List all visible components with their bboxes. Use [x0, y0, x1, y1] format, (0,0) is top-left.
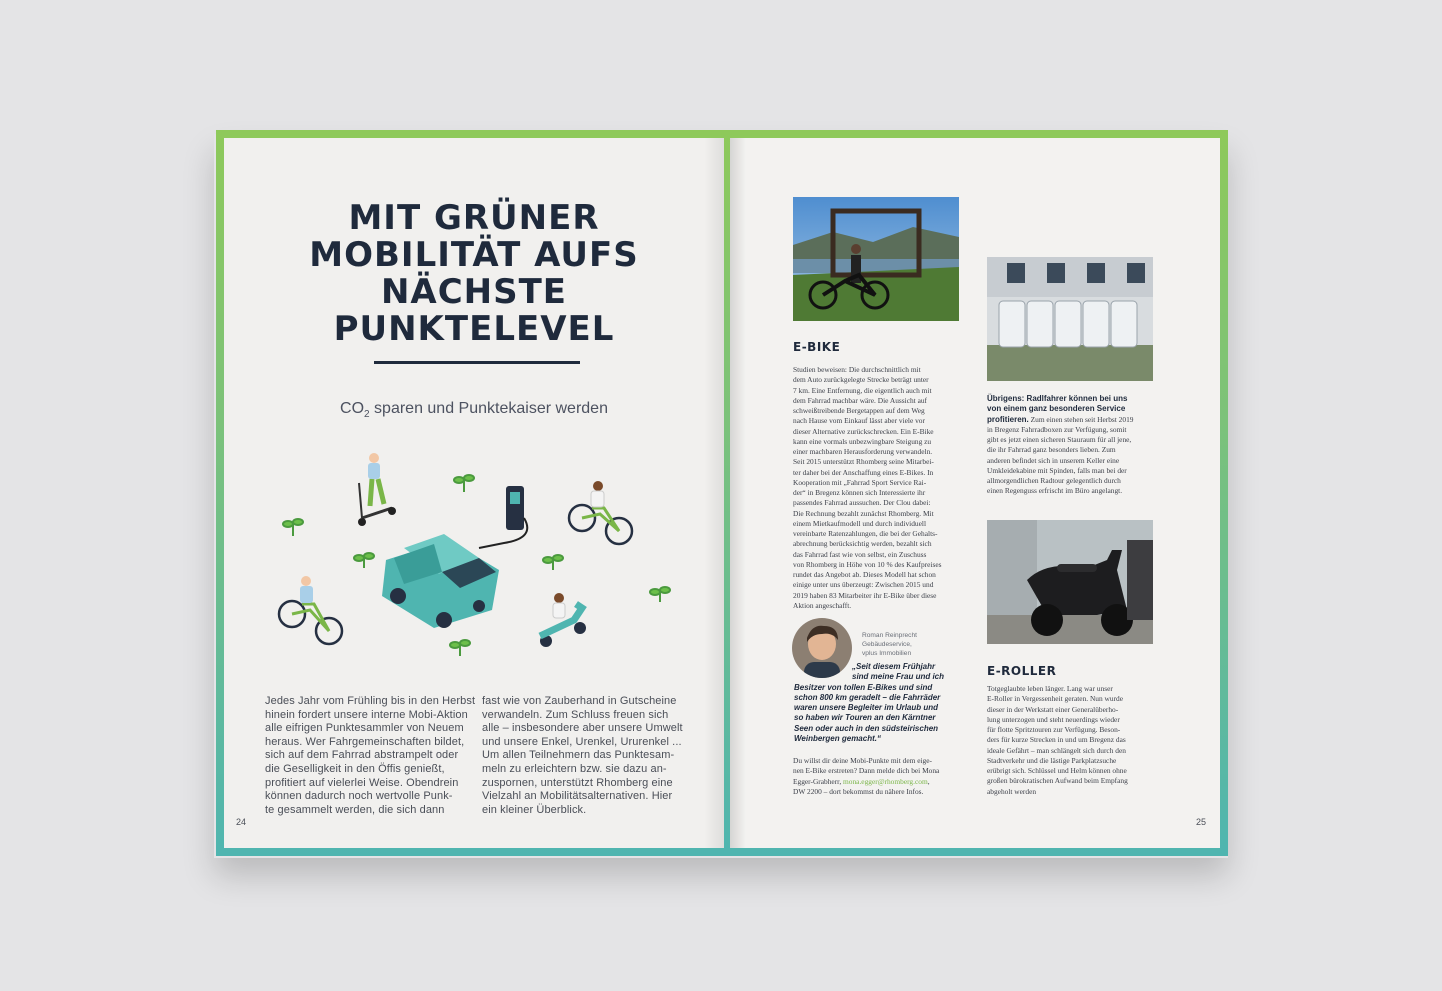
text-line: Studien beweisen: Die durchschnittlich mit: [793, 365, 921, 374]
body-line: fast wie von Zauberhand in Gutscheine: [482, 695, 677, 707]
body-line: meln zu erleichtern bzw. sie dazu an-: [482, 762, 667, 775]
headline-rule: [374, 361, 580, 364]
body-line: Jedes Jahr vom Frühling bis in den Herbst: [265, 695, 476, 707]
moped-rider-icon: [540, 593, 586, 647]
text-line: E-Roller in Vergessenheit geraten. Nun wurde: [987, 694, 1124, 704]
text-line: einem Mietkaufmodell und durch individuell: [793, 518, 927, 528]
text-line: Kooperation mit „Fahrrad Sport Service Rai-: [793, 477, 927, 487]
person-name: Roman Reinprecht: [862, 632, 917, 639]
text-line: dieser in der Werkstatt einer Generalüberho-: [987, 704, 1119, 714]
quote-line: schon 800 km geradelt – die Fahrräder: [794, 692, 941, 702]
headline-line: NÄCHSTE: [380, 272, 568, 312]
body-line: profitiert auf vielerlei Weise. Obendrein: [265, 776, 459, 789]
subtitle-rest: sparen und Punktekaiser werden: [369, 400, 608, 417]
quote-line: Besitzer von tollen E-Bikes und sind: [794, 682, 933, 692]
subtitle: [264, 400, 684, 420]
mobility-illustration: [274, 448, 674, 698]
text-line: Umkleidekabine mit Spinden, falls man bei der: [987, 465, 1127, 475]
text-line: einer machbaren Herausforderung verwandeln.: [793, 447, 933, 456]
service-text: [987, 394, 1133, 497]
text-line: in Bregenz Fahrradboxen zur Verfügung, somit: [987, 424, 1127, 434]
quote-line: Weinbergen gemacht.“: [794, 734, 881, 744]
contact-email-link[interactable]: mona.egger@rhomberg.com: [843, 776, 928, 786]
text-line: die ihr Fahrrad ganz besonders lieben. Zum: [987, 445, 1116, 455]
bold-text: Übrigens: Radlfahrer können bei uns: [987, 394, 1128, 403]
body-line: te gesammelt werden, die sich dann: [265, 803, 445, 816]
subtitle-co: CO: [340, 400, 365, 417]
text-line: abrechnung berücksichtig werden, bezahlt sich: [793, 539, 932, 549]
left-page: [224, 138, 724, 848]
ebike-heading: E-BIKE: [793, 340, 841, 354]
gutter-shade: [704, 138, 724, 848]
magazine-spread: [216, 130, 1228, 856]
person-caption: [862, 631, 917, 658]
body-line: können dadurch noch wertvolle Punk-: [265, 790, 453, 803]
page-number-left: 24: [236, 817, 247, 827]
text-line: [793, 777, 939, 787]
text-line: Du willst dir deine Mobi-Punkte mit dem eige-: [793, 756, 932, 765]
text-line: großen bürokratischen Aufwand beim Empfang: [987, 776, 1128, 786]
quote-line: sind meine Frau und ich: [852, 672, 945, 682]
text-line: anderen befindet sich in unserem Keller eine: [987, 455, 1120, 465]
headline: [264, 200, 684, 348]
person-role: vplus Immobilien: [862, 650, 912, 657]
bike-boxes-photo: [987, 257, 1153, 381]
contact-text: [793, 756, 939, 797]
text-line: abgeholt werden: [987, 786, 1037, 796]
text-line: 7 km. Eine Entfernung, die eigentlich auch mit: [793, 385, 932, 395]
text-line: Totgeglaubte leben länger. Lang war unser: [987, 684, 1113, 693]
page-number-right: 25: [1196, 817, 1207, 827]
body-line: sich auf dem Fahrrad abstrampelt oder: [265, 749, 459, 762]
text-line: Die Rechnung bezahlt zunächst Rhomberg. Mit: [793, 508, 934, 518]
text-line: dieser Alternative zurückschrecken. Ein E-Bike: [793, 426, 934, 436]
text-line: Seit 2015 unterstützt Rhomberg seine Mitarbei-: [793, 457, 934, 467]
eroller-heading: E-ROLLER: [987, 664, 1057, 678]
text-line: nach Hause vom Einkauf lässt aber viele vor: [793, 416, 925, 426]
text-line: der“ in Bregenz können sich Interessierte ihr: [793, 488, 926, 497]
text-line: dem Auto zurückgelegte Strecke beträgt unter: [793, 375, 929, 385]
body-line: verwandeln. Zum Schluss freuen sich: [482, 708, 669, 721]
subtitle-subscript: 2: [364, 409, 370, 421]
person-role: Gebäudeservice,: [862, 641, 912, 648]
eroller-text: [987, 684, 1128, 797]
text-line: ders für kurze Strecken in und um Bregenz das: [987, 735, 1126, 745]
cyclist-icon: [279, 576, 342, 644]
body-line: Um allen Teilnehmern das Punktesam-: [482, 749, 675, 762]
body-line: alle eifrigen Punktesammler von Neuem: [265, 722, 464, 735]
bold-text: von einem ganz besonderen Service: [987, 404, 1126, 414]
intro-column-2: [482, 695, 688, 817]
sprout-icon: [650, 587, 670, 602]
text-line: nen E-Bike erstreten? Dann melde dich bei Mona: [793, 766, 940, 776]
testimonial-quote: [794, 662, 944, 744]
quote-line: „Seit diesem Frühjahr: [852, 662, 936, 671]
intro-column-1: [265, 695, 476, 817]
body-line: ein kleiner Überblick.: [482, 803, 587, 816]
e-scooter-photo: [987, 520, 1153, 644]
body-line: zuspornen, unterstützt Rhomberg eine: [482, 776, 673, 789]
text-line: für flotte Spritztouren zur Verfügung. Beson-: [987, 725, 1121, 734]
text-line: einige unter uns überzeugt: Zwischen 2015 und: [793, 580, 934, 590]
text-fragment: Egger-Grabherr,: [793, 776, 844, 786]
text-line: dem Fahrrad machbar wäre. Die Aussicht auf: [793, 395, 928, 405]
e-scooter-rider-icon: [358, 453, 396, 526]
text-line: 2019 haben 83 Mitarbeiter ihr E-Bike über diese: [793, 590, 937, 600]
text-line: das Fahrrad fast wie von selbst, ein Zuschuss: [793, 549, 927, 559]
bold-text: profitieren.: [987, 414, 1029, 424]
quote-line: waren unsere Begleiter im Urlaub und: [794, 703, 939, 713]
sprout-icon: [543, 555, 563, 570]
text-fragment: ,: [927, 776, 930, 786]
cyclist-icon: [569, 481, 632, 544]
sprout-icon: [450, 640, 470, 656]
sprout-icon: [454, 475, 474, 492]
text-line: von Rhomberg in Höhe von 10 % des Kaufpreises: [793, 559, 942, 569]
right-page: [730, 138, 1220, 848]
text-line: [987, 394, 1133, 404]
body-line: Vielzahl an Mobilitätsalternativen. Hier: [482, 790, 673, 803]
text-line: DW 2200 – dort bekommst du nähere Infos.: [793, 786, 924, 796]
text-fragment: Zum einen stehen seit Herbst 2019: [1028, 414, 1134, 424]
body-line: hinein fordert unsere interne Mobi-Aktion: [265, 708, 468, 721]
quote-line: Seen oder auch in den südsteirischen: [794, 723, 939, 733]
text-line: ter daher bei der Anschaffung eines E-Bikes. In: [793, 467, 934, 477]
text-line: [987, 404, 1133, 414]
headline-line: PUNKTELEVEL: [333, 309, 615, 349]
sprout-icon: [283, 519, 303, 536]
text-line: erübrigt sich. Schlüssel und Helm können ohne: [987, 766, 1127, 775]
headline-line: MOBILITÄT AUFS: [309, 235, 639, 275]
gutter-shade: [730, 138, 746, 848]
text-line: ideale Gefährt – man schlängelt sich durch den: [987, 745, 1126, 755]
text-line: lung unterzogen und steht neuerdings wieder: [987, 714, 1120, 724]
text-line: Aktion angeschafft.: [793, 600, 852, 610]
body-line: die Geselligkeit in den Öffis genießt,: [265, 762, 445, 775]
body-line: heraus. Wer Fahrgemeinschaften bildet,: [265, 735, 465, 748]
text-line: Stadtverkehr und die lästige Parkplatzsuche: [987, 755, 1117, 765]
text-line: vereinbarte Ratenzahlungen, die bei der Gehalts-: [793, 529, 938, 538]
headline-line: MIT GRÜNER: [348, 198, 600, 238]
charging-station-icon: [479, 486, 527, 548]
ebike-photo: [793, 197, 959, 321]
sprout-icon: [354, 553, 374, 568]
text-line: gibt es jetzt einen sicheren Stauraum für all jene,: [987, 435, 1132, 444]
body-line: und unsere Enkel, Urenkel, Ururenkel ...: [482, 735, 682, 748]
text-line: schweißtreibende Bergetappen auf dem Weg: [793, 406, 925, 415]
text-line: kann eine vormals unbezwingbare Steigung zu: [793, 436, 932, 446]
text-line: [987, 415, 1133, 425]
text-line: allmorgendlichen Radtour gelegentlich durch: [987, 476, 1121, 485]
text-line: passendes Fahrrad aussuchen. Der Clou dabei:: [793, 498, 931, 508]
text-line: rundet das Angebot ab. Dieses Modell hat schon: [793, 570, 936, 579]
ebike-text: [793, 365, 941, 611]
quote-line: so haben wir Touren an den Kärntner: [794, 713, 936, 723]
text-line: einen Regenguss erfrischt im Büro angelangt.: [987, 486, 1123, 496]
body-line: alle – insbesondere aber unsere Umwelt: [482, 722, 683, 735]
